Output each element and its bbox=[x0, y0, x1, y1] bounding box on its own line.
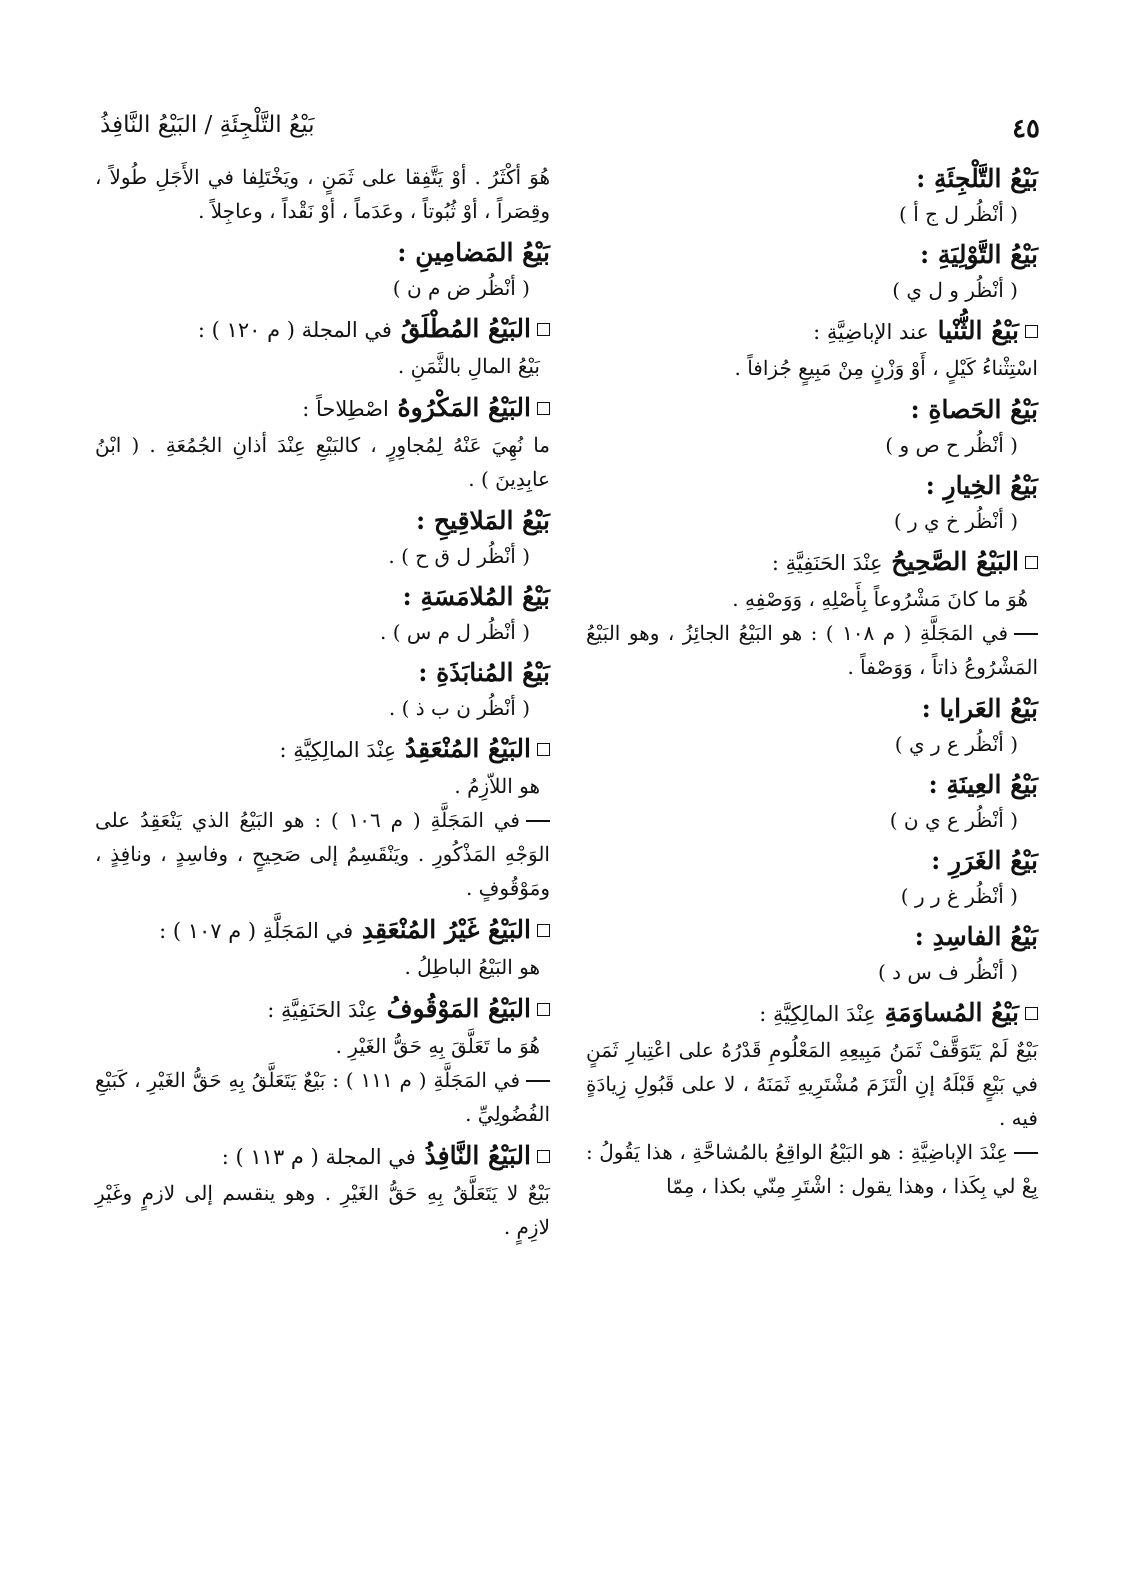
entry-cross-reference: ( أنْظُر ل ج أ ) bbox=[899, 202, 1018, 226]
entry bbox=[95, 389, 550, 496]
entry-term: بَيْعُ التَّلْجِئَةِ : bbox=[916, 164, 1038, 193]
entry bbox=[95, 234, 550, 304]
entry-term-line bbox=[95, 990, 550, 1029]
entry-term: البَيْعُ المُطْلَقُ bbox=[400, 314, 531, 343]
entry-definition: بَيْعُ المالِ بالثَّمَنِ . bbox=[397, 354, 540, 378]
entry-term: بَيْعُ التَّوْلِيَةِ : bbox=[919, 240, 1038, 269]
entry-qualifier: عِنْدَ الحَنَفِيَّةِ : bbox=[267, 998, 378, 1022]
entry-cross-reference: ( أنْظُر ل ق ح ) . bbox=[388, 544, 530, 568]
entry-cross-reference: ( أنْظُر خ ي ر ) bbox=[893, 509, 1018, 533]
entry bbox=[95, 654, 550, 724]
entry-definition-sub bbox=[95, 803, 550, 905]
entry-term: البَيْعُ النَّافِذُ bbox=[424, 1141, 531, 1170]
entry-term: بَيْعُ المُنابَذَةِ : bbox=[418, 658, 550, 687]
entry-definition: ما نُهِيَ عَنْهُ لِمُجاوِرٍ ، كالبَيْعِ عِنْدَ أذانِ الجُمُعَةِ . ( ابْنُ عابِدِينَ ) . bbox=[95, 433, 550, 491]
entry-cross-reference: ( أنْظُر ل م س ) . bbox=[380, 620, 530, 644]
entry-cross-reference: ( أنْظُر ن ب ذ ) . bbox=[388, 696, 530, 720]
running-title: بَيْعُ التَّلْجِئَةِ / البَيْعُ النَّافِذُ bbox=[100, 112, 315, 138]
entry-definition: اسْتِثْناءُ كَيْلٍ ، أَوْ وَزْنٍ مِنْ مَبِيعٍ جُزافاً . bbox=[734, 356, 1038, 380]
entry-term: بَيْعُ المُساوَمَةِ bbox=[884, 998, 1019, 1027]
entry-cross-reference: ( أنْظُر و ل ي ) bbox=[892, 278, 1018, 302]
entry bbox=[586, 160, 1038, 230]
entry-qualifier: في المجلة ( م ١٢٠ ) : bbox=[197, 318, 392, 342]
dash-icon bbox=[526, 820, 550, 822]
entry-term-line bbox=[586, 312, 1038, 351]
entry-definition: هو اللاّزِمُ . bbox=[454, 774, 540, 798]
square-bullet-icon bbox=[537, 743, 550, 756]
entry bbox=[586, 312, 1038, 385]
entry-definition-sub bbox=[586, 616, 1038, 684]
entry-term: البَيْعُ المُنْعَقِدُ bbox=[404, 734, 531, 763]
entry-qualifier: في المَجَلَّةِ ( م ١٠٧ ) : bbox=[159, 919, 354, 943]
entry-definition: بَيْعٌ لَمْ يَتَوَقَّفْ ثَمَنُ مَبِيعِهِ المَعْلُومِ قَدْرُهُ على اعْتِبارِ ثَمَنٍ في بَيْعٍ قَبْلَهُ إنِ الْتَزَمَ مُشْتَرِيهِ ثَمَنَهُ ، لا على قَبُولِ زِيادَةٍ فيه . bbox=[586, 1038, 1038, 1130]
entry-term: بَيْعُ الغَرَرِ : bbox=[931, 846, 1038, 875]
entry bbox=[586, 467, 1038, 537]
entry-definition: هُوَ أكْثَرُ . أوْ يَتَّفِقا على ثَمَنٍ ، ويَخْتَلِفا في الأَجَلِ طُولاً ، وقِصَراً ، أوْ ثُبُوتاً ، وعَدَماً ، أوْ نَقْداً ، وعاجِلاً . bbox=[95, 165, 550, 223]
entry-qualifier: اصْطِلاحاً : bbox=[302, 397, 389, 421]
entry bbox=[586, 543, 1038, 684]
entry-qualifier: عند الإباضِيَّةِ : bbox=[813, 320, 929, 344]
entry-definition-sub bbox=[95, 1063, 550, 1131]
entry bbox=[586, 766, 1038, 836]
square-bullet-icon bbox=[537, 924, 550, 937]
square-bullet-icon bbox=[1025, 325, 1038, 338]
entry-term-line bbox=[586, 994, 1038, 1033]
entry-definition-text: عِنْدَ الإباضِيَّةِ : هو البَيْعُ الواقِعُ بالمُشاحَّةِ ، هذا يَقُولُ : بِعْ لي بِكَذا ، وهذا يقول : اشْتَرِ مِنّي بكذا ، مِمّا bbox=[586, 1140, 1038, 1198]
entry-cross-reference: ( أنْظُر غ ر ر ) bbox=[900, 884, 1018, 908]
entry-cross-reference: ( أنْظُر ض م ن ) bbox=[392, 276, 530, 300]
entry bbox=[586, 842, 1038, 912]
entry-term: بَيْعُ المَضامِينِ : bbox=[397, 238, 550, 267]
square-bullet-icon bbox=[537, 1003, 550, 1016]
entry bbox=[586, 236, 1038, 306]
entry-term: بَيْعُ العِينَةِ : bbox=[928, 770, 1038, 799]
entry-definition: بَيْعٌ لا يَتَعَلَّقُ بِهِ حَقُّ الغَيْرِ . وهو ينقسم إلى لازمٍ وغَيْرِ لازِمٍ . bbox=[95, 1181, 550, 1239]
entry-qualifier: عِنْدَ المالِكِيَّةِ : bbox=[759, 1002, 876, 1026]
entry-definition-sub bbox=[586, 1135, 1038, 1203]
square-bullet-icon bbox=[1025, 1007, 1038, 1020]
entry-term-line bbox=[95, 730, 550, 769]
entry-cross-reference: ( أنْظُر ع ي ن ) bbox=[889, 808, 1018, 832]
entry-definition-text: في المَجَلَّةِ ( م ١٠٦ ) : هو البَيْعُ الذي يَنْعَقِدُ على الوَجْهِ المَذْكُورِ . ويَنْقَسِمُ إلى صَحِيحٍ ، وفاسِدٍ ، ونافِذٍ ، ومَوْقُوفٍ . bbox=[95, 808, 550, 900]
entry bbox=[95, 578, 550, 648]
entry bbox=[586, 994, 1038, 1203]
entry-continuation bbox=[95, 160, 550, 228]
entry bbox=[586, 391, 1038, 461]
dash-icon bbox=[526, 1080, 550, 1082]
square-bullet-icon bbox=[537, 402, 550, 415]
entry bbox=[586, 690, 1038, 760]
entry-term-line bbox=[95, 911, 550, 950]
entry bbox=[95, 990, 550, 1131]
entry-term: بَيْعُ الخِيارِ : bbox=[925, 471, 1038, 500]
entry bbox=[586, 918, 1038, 988]
right-column bbox=[586, 160, 1038, 1209]
entry-definition: هُوَ ما كانَ مَشْرُوعاً بِأَصْلِهِ ، وَوَصْفِهِ . bbox=[732, 587, 1028, 611]
square-bullet-icon bbox=[537, 1150, 550, 1163]
entry-term: بَيْعُ الثُّنْيا bbox=[937, 316, 1019, 345]
entry-term: البَيْعُ المَوْقُوفُ bbox=[386, 994, 531, 1023]
dash-icon bbox=[1014, 1152, 1038, 1154]
entry-qualifier: عِنْدَ الحَنَفِيَّةِ : bbox=[771, 551, 883, 575]
entry bbox=[95, 502, 550, 572]
entry-definition: هُوَ ما تَعَلَّقَ بِهِ حَقُّ الغَيْرِ . bbox=[335, 1034, 540, 1058]
entry-term: البَيْعُ الصَّحِيحُ bbox=[891, 547, 1019, 576]
entry-definition-text: في المَجَلَّةِ ( م ١١١ ) : بَيْعٌ يَتَعَلَّقُ بِهِ حَقُّ الغَيْرِ ، كَبَيْعِ الفُضُولِيِّ . bbox=[95, 1068, 550, 1126]
entry-term-line bbox=[95, 389, 550, 428]
entry-qualifier: في المجلة ( م ١١٣ ) : bbox=[221, 1145, 416, 1169]
square-bullet-icon bbox=[1025, 556, 1038, 569]
entry-cross-reference: ( أنْظُر ع ر ي ) bbox=[894, 732, 1018, 756]
left-column bbox=[95, 160, 550, 1250]
page-number: ٤٥ bbox=[1012, 114, 1040, 144]
entry-term: البَيْعُ المَكْرُوهُ bbox=[397, 393, 531, 422]
entry bbox=[95, 310, 550, 383]
page-header bbox=[100, 108, 1040, 148]
entry bbox=[95, 1137, 550, 1244]
entry-term: البَيْعُ غَيْرُ المُنْعَقِدِ bbox=[361, 915, 531, 944]
entry-term: بَيْعُ الحَصاةِ : bbox=[910, 395, 1038, 424]
entry-term: بَيْعُ الفاسِدِ : bbox=[914, 922, 1038, 951]
entry-term-line bbox=[95, 1137, 550, 1176]
entry-definition: هو البَيْعُ الباطِلُ . bbox=[404, 955, 540, 979]
entry-definition-text: في المَجَلَّةِ ( م ١٠٨ ) : هو البَيْعُ الجائِزُ ، وهو البَيْعُ المَشْرُوعُ ذاتاً ، وَوَصْفاً . bbox=[586, 621, 1038, 679]
entry-cross-reference: ( أنْظُر ف س د ) bbox=[877, 960, 1018, 984]
entry-qualifier: عِنْدَ المالِكِيَّةِ : bbox=[279, 738, 397, 762]
entry-cross-reference: ( أنْظُر ح ص و ) bbox=[885, 433, 1018, 457]
entry-term: بَيْعُ المُلامَسَةِ : bbox=[402, 582, 550, 611]
entry-term: بَيْعُ المَلاقِيحِ : bbox=[415, 506, 550, 535]
entry-term: بَيْعُ العَرايا : bbox=[921, 694, 1038, 723]
entry bbox=[95, 911, 550, 984]
entry-term-line bbox=[586, 543, 1038, 582]
entry-term-line bbox=[95, 310, 550, 349]
dash-icon bbox=[1014, 633, 1038, 635]
square-bullet-icon bbox=[537, 323, 550, 336]
entry bbox=[95, 730, 550, 905]
